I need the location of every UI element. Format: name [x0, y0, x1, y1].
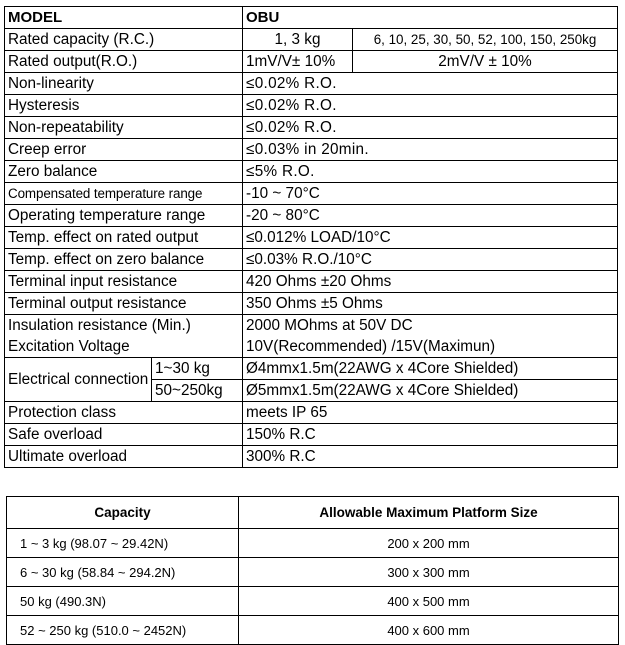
- spec-value: meets IP 65: [243, 402, 618, 424]
- spec-value: ≤0.012% LOAD/10°C: [243, 227, 618, 249]
- excitation-label: Excitation Voltage: [5, 336, 243, 358]
- spec-row: [5, 227, 618, 249]
- spec-label: Terminal input resistance: [5, 271, 243, 293]
- platform-header-row: [7, 497, 619, 529]
- spec-value: 350 Ohms ±5 Ohms: [243, 293, 618, 315]
- electrical-row: [5, 358, 618, 380]
- rated-capacity-value-b: 6, 10, 25, 30, 50, 52, 100, 150, 250kg: [353, 29, 618, 51]
- spec-value: -10 ~ 70°C: [243, 183, 618, 205]
- electrical-connection-label: Electrical connection: [5, 358, 152, 402]
- spec-value: 420 Ohms ±20 Ohms: [243, 271, 618, 293]
- spec-value: ≤0.03% in 20min.: [243, 139, 618, 161]
- rated-output-row: [5, 51, 618, 73]
- platform-size-header: Allowable Maximum Platform Size: [239, 497, 619, 529]
- spec-label: Temp. effect on zero balance: [5, 249, 243, 271]
- spec-row: [5, 73, 618, 95]
- excitation-value: 10V(Recommended) /15V(Maximun): [243, 336, 618, 358]
- spec-value: 300% R.C: [243, 446, 618, 468]
- table-row: [7, 616, 619, 645]
- spec-label: Operating temperature range: [5, 205, 243, 227]
- spec-row: [5, 139, 618, 161]
- spec-row: [5, 205, 618, 227]
- spec-row: [5, 271, 618, 293]
- spec-label: Terminal output resistance: [5, 293, 243, 315]
- spec-label: Protection class: [5, 402, 243, 424]
- spec-value: ≤0.03% R.O./10°C: [243, 249, 618, 271]
- spec-label: Creep error: [5, 139, 243, 161]
- rated-capacity-row: [5, 29, 618, 51]
- platform-size-cell: 400 x 500 mm: [239, 587, 619, 616]
- rated-output-value-a: 1mV/V± 10%: [243, 51, 353, 73]
- spec-value: ≤5% R.O.: [243, 161, 618, 183]
- platform-size-table: [6, 496, 619, 645]
- insulation-value: 2000 MOhms at 50V DC: [243, 315, 618, 337]
- table-row: [7, 558, 619, 587]
- electrical-range: 50~250kg: [152, 380, 243, 402]
- model-value: OBU: [243, 7, 618, 29]
- spec-row: [5, 446, 618, 468]
- capacity-cell: 1 ~ 3 kg (98.07 ~ 29.42N): [7, 529, 239, 558]
- spec-label: Temp. effect on rated output: [5, 227, 243, 249]
- capacity-cell: 52 ~ 250 kg (510.0 ~ 2452N): [7, 616, 239, 645]
- spec-label: Zero balance: [5, 161, 243, 183]
- spec-value: -20 ~ 80°C: [243, 205, 618, 227]
- spec-header-row: [5, 7, 618, 29]
- spec-value: ≤0.02% R.O.: [243, 95, 618, 117]
- spec-label: Compensated temperature range: [5, 183, 243, 205]
- spec-label: Ultimate overload: [5, 446, 243, 468]
- platform-size-cell: 400 x 600 mm: [239, 616, 619, 645]
- capacity-cell: 6 ~ 30 kg (58.84 ~ 294.2N): [7, 558, 239, 587]
- spec-table: [4, 6, 618, 468]
- table-row: [7, 587, 619, 616]
- spec-row: [5, 161, 618, 183]
- insulation-row: [5, 315, 618, 337]
- electrical-cable-value: Ø5mmx1.5m(22AWG x 4Core Shielded): [243, 380, 618, 402]
- model-label: MODEL: [5, 7, 243, 29]
- insulation-label: Insulation resistance (Min.): [5, 315, 243, 337]
- capacity-cell: 50 kg (490.3N): [7, 587, 239, 616]
- spec-label: Non-linearity: [5, 73, 243, 95]
- capacity-header: Capacity: [7, 497, 239, 529]
- spec-value: ≤0.02% R.O.: [243, 117, 618, 139]
- rated-output-value-b: 2mV/V ± 10%: [353, 51, 618, 73]
- spec-value: 150% R.C: [243, 424, 618, 446]
- rated-capacity-label: Rated capacity (R.C.): [5, 29, 243, 51]
- spec-label: Hysteresis: [5, 95, 243, 117]
- platform-size-cell: 300 x 300 mm: [239, 558, 619, 587]
- spec-row: [5, 183, 618, 205]
- spec-row: [5, 402, 618, 424]
- spec-row: [5, 95, 618, 117]
- spec-value: ≤0.02% R.O.: [243, 73, 618, 95]
- rated-output-label: Rated output(R.O.): [5, 51, 243, 73]
- rated-capacity-value-a: 1, 3 kg: [243, 29, 353, 51]
- table-row: [7, 529, 619, 558]
- spec-row: [5, 249, 618, 271]
- electrical-range: 1~30 kg: [152, 358, 243, 380]
- spec-label: Non-repeatability: [5, 117, 243, 139]
- spec-label: Safe overload: [5, 424, 243, 446]
- excitation-row: [5, 336, 618, 358]
- spec-row: [5, 117, 618, 139]
- electrical-cable-value: Ø4mmx1.5m(22AWG x 4Core Shielded): [243, 358, 618, 380]
- platform-size-cell: 200 x 200 mm: [239, 529, 619, 558]
- spec-row: [5, 424, 618, 446]
- spec-row: [5, 293, 618, 315]
